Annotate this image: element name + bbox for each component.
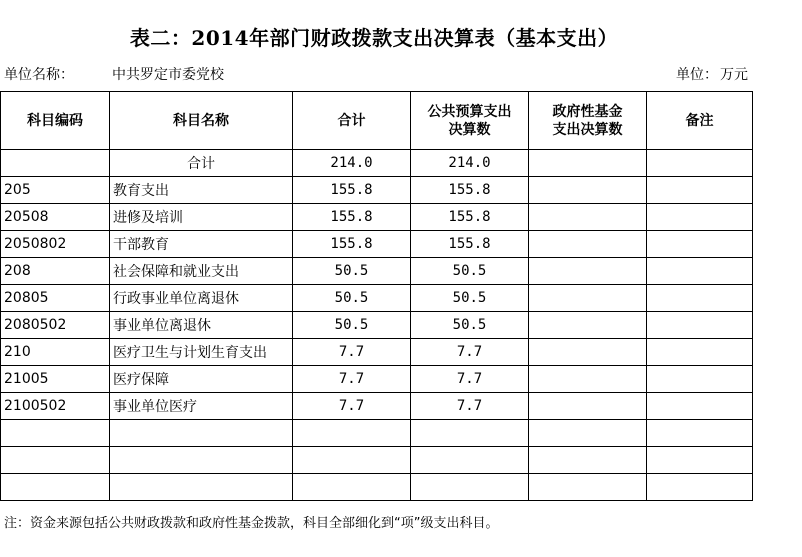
- gov-fund-cell: [529, 366, 647, 393]
- empty-cell: [1, 474, 110, 501]
- empty-cell: [647, 447, 753, 474]
- empty-row: [1, 447, 753, 474]
- total-code-cell: [1, 150, 110, 177]
- empty-cell: [647, 474, 753, 501]
- code-cell: 205: [1, 177, 110, 204]
- remark-cell: [647, 393, 753, 420]
- header-gov-fund-line2: 支出决算数: [552, 121, 623, 138]
- total-cell: 155.8: [293, 177, 411, 204]
- empty-cell: [529, 447, 647, 474]
- table-row: [1, 204, 753, 231]
- total-row: [1, 150, 753, 177]
- code-cell: 208: [1, 258, 110, 285]
- code-cell: 210: [1, 339, 110, 366]
- table-row: [1, 231, 753, 258]
- total-cell: 155.8: [293, 204, 411, 231]
- name-cell: 进修及培训: [110, 204, 293, 231]
- organization-label: 单位名称：: [4, 67, 74, 83]
- empty-cell: [1, 420, 110, 447]
- header-public-budget: [411, 92, 529, 150]
- public-budget-cell: 50.5: [411, 285, 529, 312]
- empty-row: [1, 420, 753, 447]
- total-amount-cell: 214.0: [293, 150, 411, 177]
- remark-cell: [647, 339, 753, 366]
- empty-cell: [529, 420, 647, 447]
- organization-name: 中共罗定市委党校: [112, 67, 224, 83]
- table-row: [1, 177, 753, 204]
- total-cell: 155.8: [293, 231, 411, 258]
- empty-cell: [293, 474, 411, 501]
- total-label-cell: 合计: [110, 150, 293, 177]
- empty-cell: [110, 420, 293, 447]
- code-cell: 21005: [1, 366, 110, 393]
- remark-cell: [647, 312, 753, 339]
- header-public-budget-line2: 决算数: [448, 121, 491, 138]
- name-cell: 社会保障和就业支出: [110, 258, 293, 285]
- empty-cell: [411, 420, 529, 447]
- code-cell: 20805: [1, 285, 110, 312]
- header-code: 科目编码: [1, 92, 110, 150]
- gov-fund-cell: [529, 339, 647, 366]
- currency-unit-label: 单位：: [676, 67, 718, 83]
- gov-fund-cell: [529, 177, 647, 204]
- code-cell: 2100502: [1, 393, 110, 420]
- name-cell: 医疗卫生与计划生育支出: [110, 339, 293, 366]
- table-row: [1, 366, 753, 393]
- empty-row: [1, 474, 753, 501]
- total-cell: 7.7: [293, 366, 411, 393]
- empty-cell: [647, 420, 753, 447]
- code-cell: 2080502: [1, 312, 110, 339]
- empty-cell: [110, 474, 293, 501]
- currency-unit: [676, 64, 748, 84]
- empty-cell: [529, 474, 647, 501]
- remark-cell: [647, 177, 753, 204]
- empty-cell: [293, 420, 411, 447]
- total-cell: 7.7: [293, 339, 411, 366]
- public-budget-cell: 50.5: [411, 258, 529, 285]
- header-remark: 备注: [647, 92, 753, 150]
- public-budget-cell: 7.7: [411, 339, 529, 366]
- public-budget-cell: 155.8: [411, 204, 529, 231]
- total-cell: 50.5: [293, 258, 411, 285]
- empty-cell: [411, 447, 529, 474]
- table-row: [1, 393, 753, 420]
- remark-cell: [647, 366, 753, 393]
- empty-cell: [110, 447, 293, 474]
- public-budget-cell: 155.8: [411, 231, 529, 258]
- footnote: 注：资金来源包括公共财政拨款和政府性基金拨款，科目全部细化到“项”级支出科目。: [4, 516, 499, 531]
- code-cell: 2050802: [1, 231, 110, 258]
- total-cell: 50.5: [293, 312, 411, 339]
- remark-cell: [647, 285, 753, 312]
- total-cell: 50.5: [293, 285, 411, 312]
- total-gov-fund-cell: [529, 150, 647, 177]
- header-public-budget-line1: 公共预算支出: [427, 103, 512, 120]
- report-title: 表二：2014年部门财政拨款支出决算表（基本支出）: [129, 26, 619, 50]
- table-row: [1, 339, 753, 366]
- name-cell: 医疗保障: [110, 366, 293, 393]
- public-budget-cell: 7.7: [411, 393, 529, 420]
- header-gov-fund-line1: 政府性基金: [552, 103, 623, 120]
- currency-unit-value: 万元: [720, 67, 748, 83]
- table-row: [1, 312, 753, 339]
- code-cell: 20508: [1, 204, 110, 231]
- name-cell: 事业单位医疗: [110, 393, 293, 420]
- name-cell: 行政事业单位离退休: [110, 285, 293, 312]
- gov-fund-cell: [529, 258, 647, 285]
- header-gov-fund: [529, 92, 647, 150]
- table-row: [1, 285, 753, 312]
- total-cell: 7.7: [293, 393, 411, 420]
- remark-cell: [647, 204, 753, 231]
- expenditure-table: [0, 91, 753, 501]
- public-budget-cell: 50.5: [411, 312, 529, 339]
- gov-fund-cell: [529, 231, 647, 258]
- gov-fund-cell: [529, 393, 647, 420]
- table-header-row: [1, 92, 753, 150]
- gov-fund-cell: [529, 312, 647, 339]
- table-row: [1, 258, 753, 285]
- empty-cell: [1, 447, 110, 474]
- name-cell: 事业单位离退休: [110, 312, 293, 339]
- header-total: 合计: [293, 92, 411, 150]
- empty-cell: [293, 447, 411, 474]
- remark-cell: [647, 231, 753, 258]
- empty-cell: [411, 474, 529, 501]
- remark-cell: [647, 258, 753, 285]
- public-budget-cell: 7.7: [411, 366, 529, 393]
- public-budget-cell: 155.8: [411, 177, 529, 204]
- gov-fund-cell: [529, 285, 647, 312]
- name-cell: 干部教育: [110, 231, 293, 258]
- name-cell: 教育支出: [110, 177, 293, 204]
- total-public-budget-cell: 214.0: [411, 150, 529, 177]
- total-remark-cell: [647, 150, 753, 177]
- organization-line: [4, 64, 224, 84]
- gov-fund-cell: [529, 204, 647, 231]
- header-name: 科目名称: [110, 92, 293, 150]
